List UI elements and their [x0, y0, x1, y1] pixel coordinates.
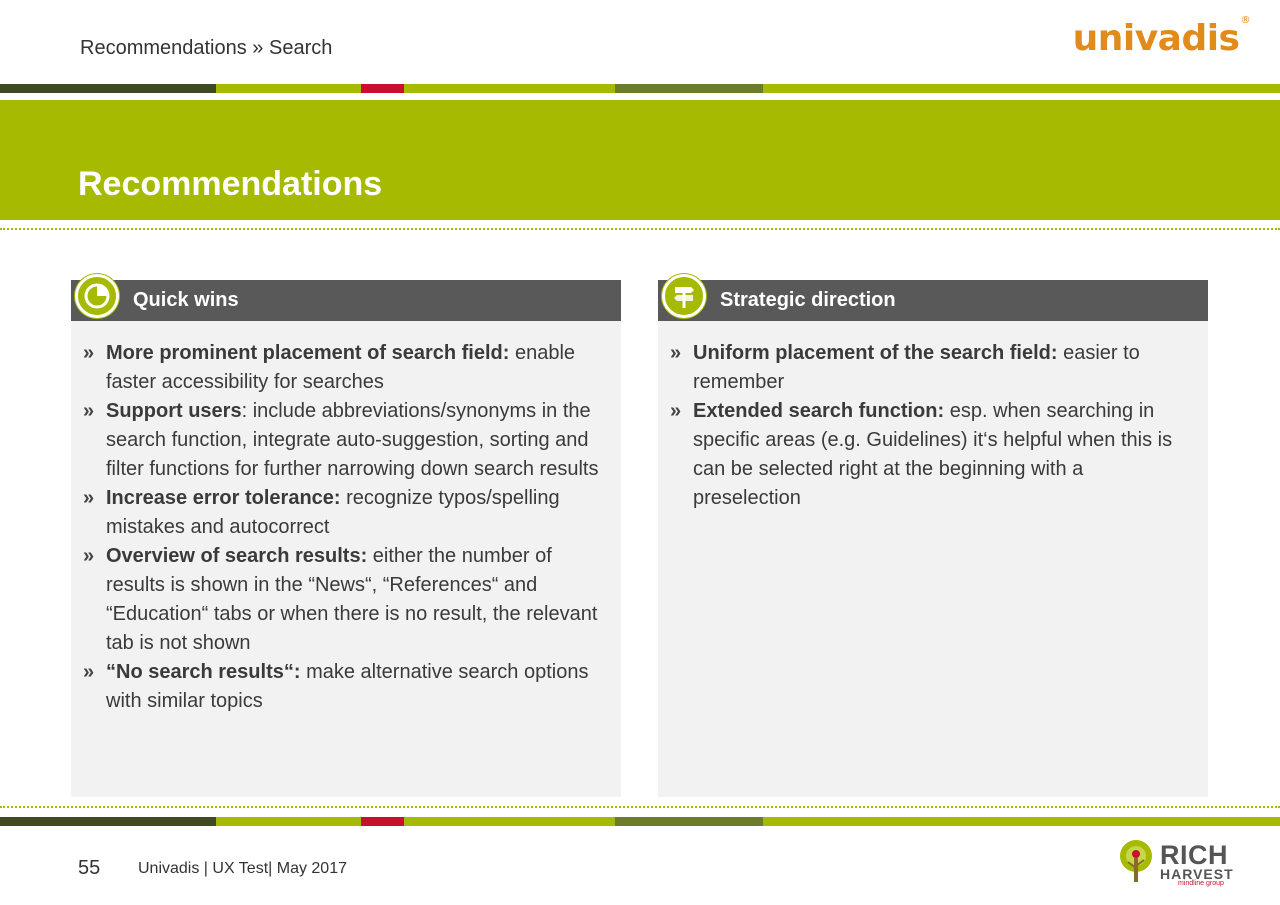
recommendation-list — [71, 321, 621, 716]
panel-header — [71, 280, 621, 321]
page-number: 55 — [78, 857, 101, 879]
signpost-icon — [662, 274, 706, 318]
brand-harvest: HARVEST — [1160, 866, 1234, 882]
page-title: Recommendations — [78, 165, 383, 203]
panel-title: Strategic direction — [720, 289, 896, 311]
list-item: » Increase error tolerance: recognize typos/spelling mistakes and autocorrect — [83, 484, 601, 542]
list-item: » More prominent placement of search field: enable faster accessibility for searches — [83, 339, 601, 397]
panel-title: Quick wins — [133, 289, 239, 311]
list-item: » Extended search function: esp. when searching in specific areas (e.g. Guidelines) it‘s helpful when this is can be selected right at the beginning with a preselection — [670, 397, 1188, 513]
list-item: » “No search results“: make alternative search options with similar topics — [83, 658, 601, 716]
panel-strategic-direction — [658, 280, 1208, 797]
brand-tag: mindline group — [1178, 880, 1224, 887]
clock-icon — [75, 274, 119, 318]
logo-registered-mark: ® — [1240, 15, 1250, 26]
breadcrumb: Recommendations » Search — [80, 37, 333, 59]
bottom-color-strip — [0, 817, 1280, 826]
recommendation-list — [658, 321, 1208, 513]
panel-quick-wins — [71, 280, 621, 797]
list-item: » Overview of search results: either the number of results is shown in the “News“, “References“ and “Education“ tabs or when there is no result, the relevant tab is not shown — [83, 542, 601, 658]
list-item: » Uniform placement of the search field: easier to remember — [670, 339, 1188, 397]
univadis-logo — [1072, 15, 1250, 59]
list-item: » Support users: include abbreviations/synonyms in the search function, integrate auto-suggestion, sorting and filter functions for further narrowing down search results — [83, 397, 601, 484]
panel-header — [658, 280, 1208, 321]
footer-text: Univadis | UX Test| May 2017 — [138, 860, 347, 877]
divider-dotted-bottom — [0, 806, 1280, 808]
brand-rich: RICH — [1160, 840, 1228, 870]
tree-icon — [1114, 838, 1158, 886]
divider-dotted-top — [0, 228, 1280, 230]
logo-text: univadis — [1072, 18, 1240, 59]
top-color-strip — [0, 84, 1280, 93]
rich-harvest-logo — [1114, 838, 1254, 888]
